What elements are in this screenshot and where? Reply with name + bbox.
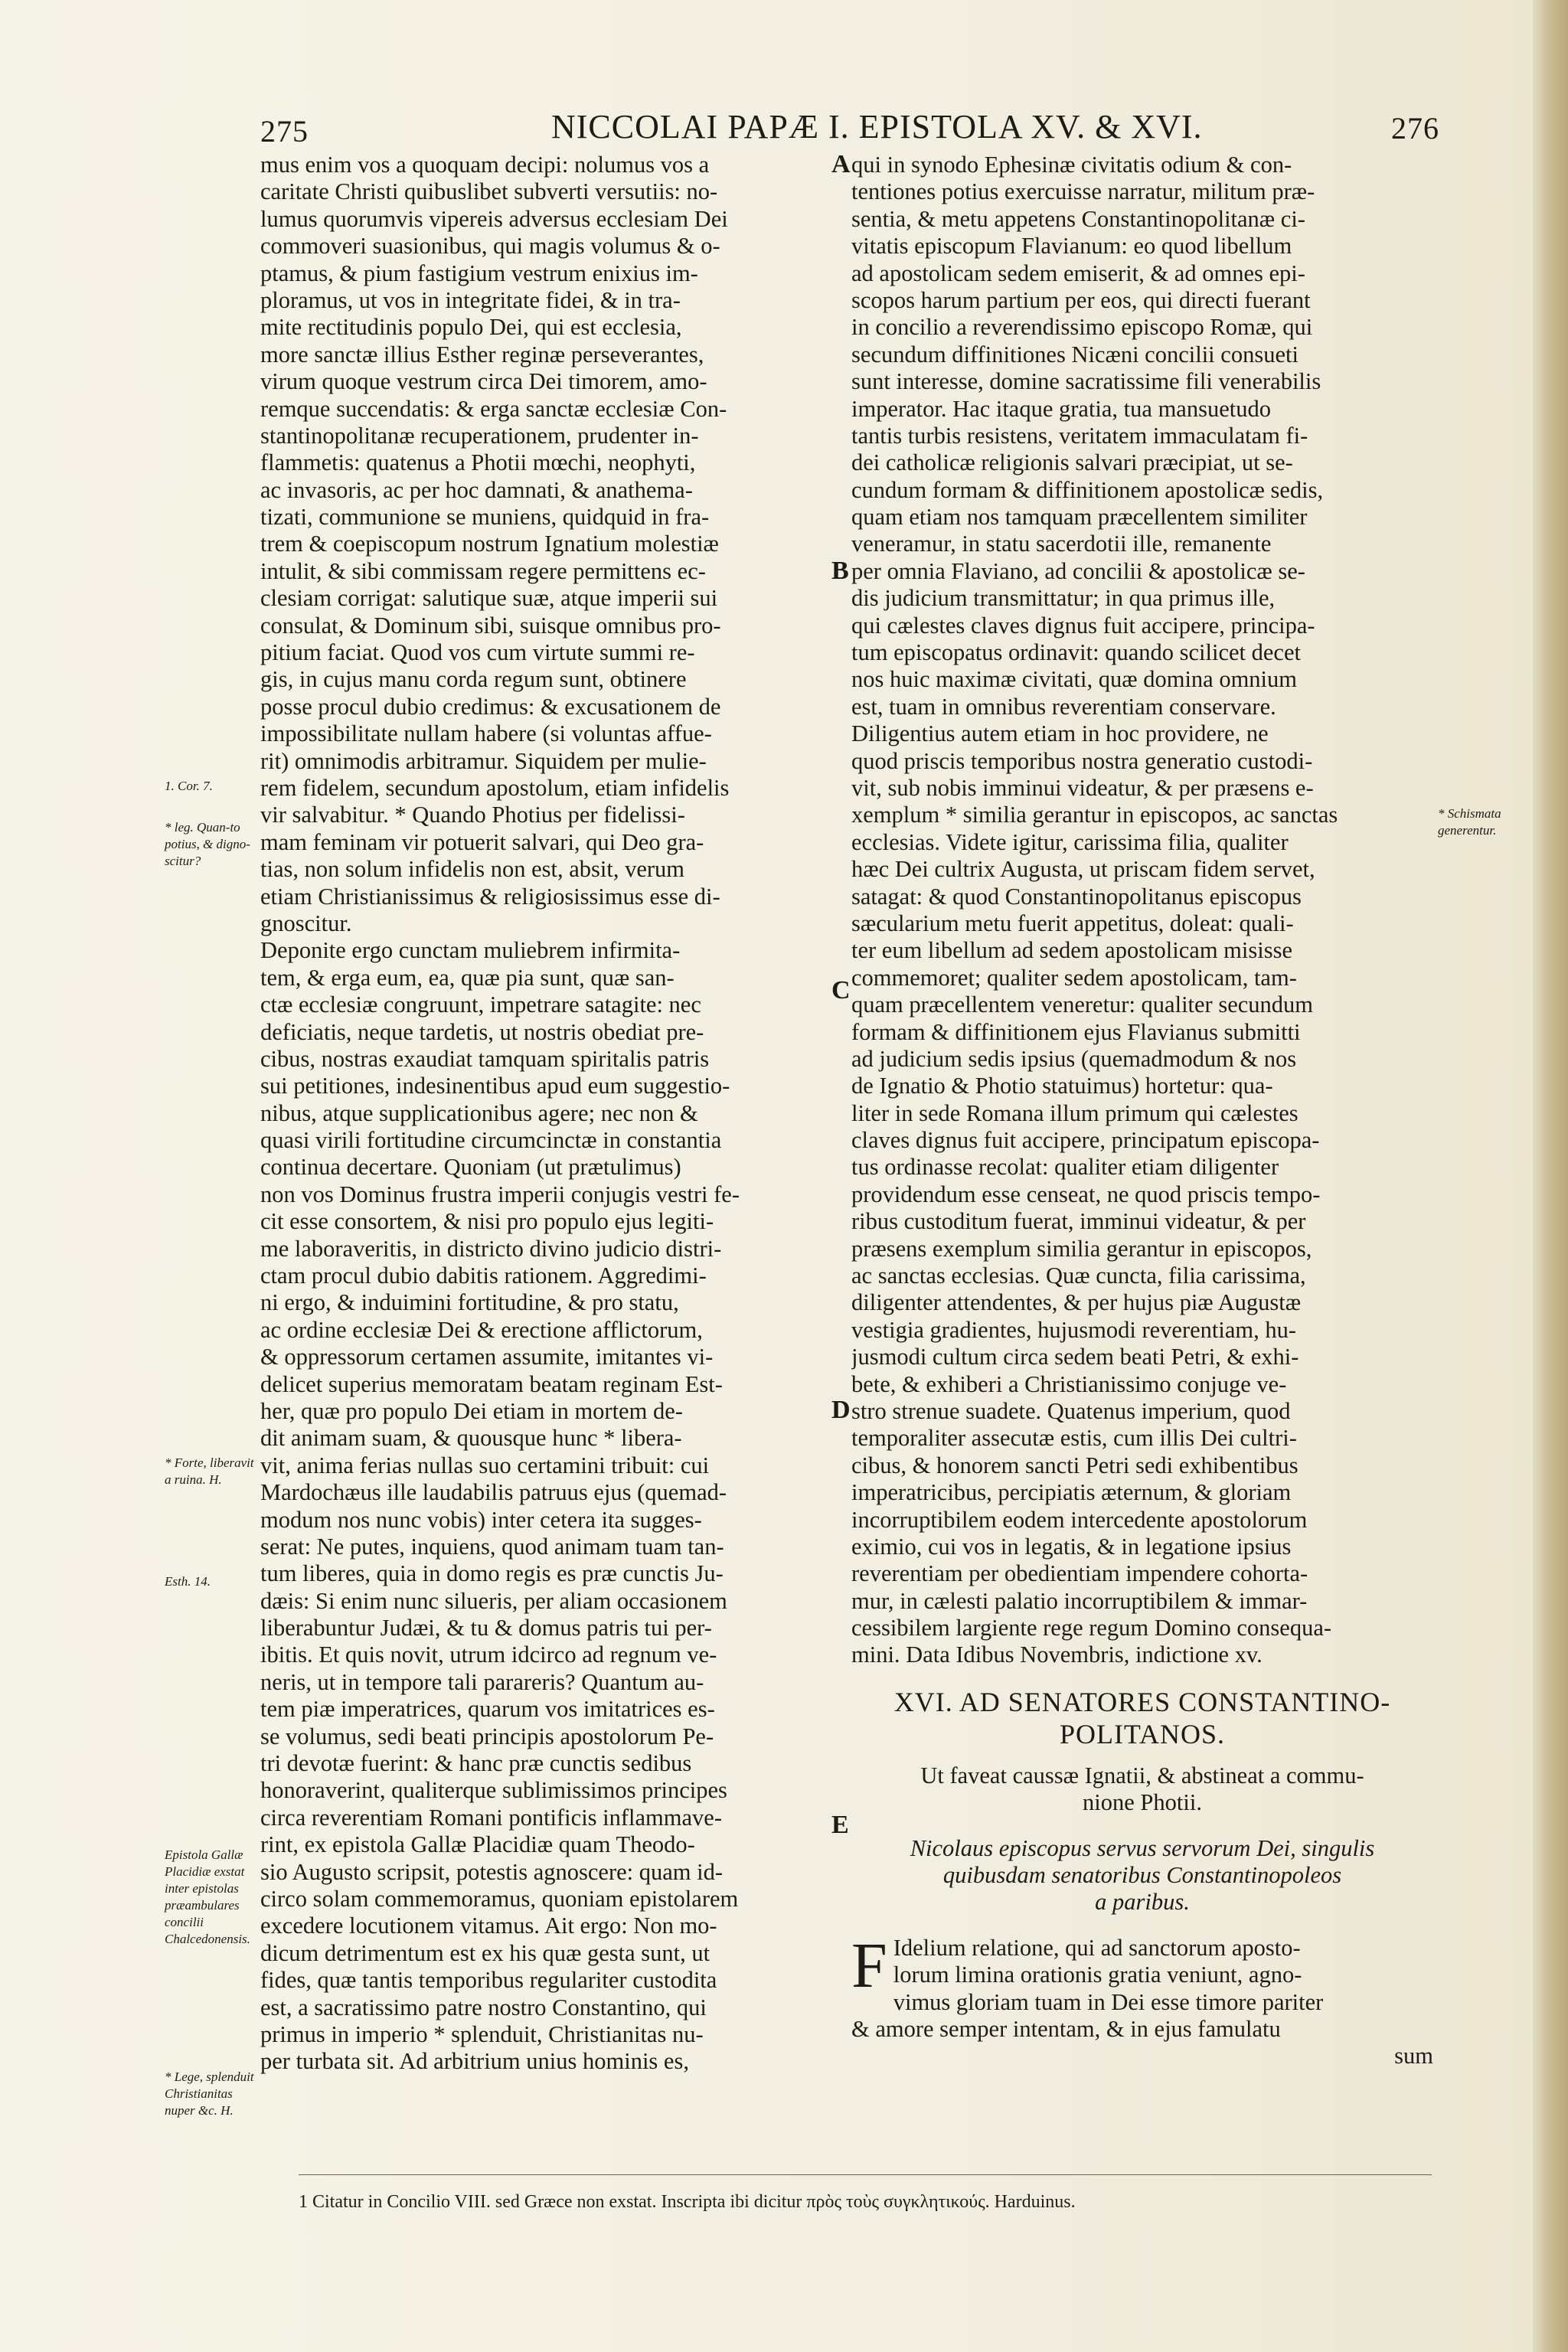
right-column-line: sunt interesse, domine sacratissime fili venerabilis (851, 368, 1321, 395)
left-column-line: primus in imperio * splenduit, Christianitas nu- (260, 2020, 704, 2047)
closing-paragraph-line: & amore semper intentam, & in ejus famulatu (851, 2016, 1281, 2042)
left-column-line: & oppressorum certamen assumite, imitantes vi- (260, 1344, 714, 1370)
section-heading: XVI. AD SENATORES CONSTANTINO- (893, 1686, 1391, 1717)
page-number-right: 276 (1391, 111, 1439, 145)
left-column-line: virum quoque vestrum circa Dei timorem, amo- (260, 368, 707, 395)
right-column-line: scopos harum partium per eos, qui directi fuerant (851, 286, 1311, 313)
left-column-line: non vos Dominus frustra imperii conjugis vestri fe- (260, 1181, 740, 1207)
right-column-line: xemplum * similia gerantur in episcopos, ac sanctas (851, 802, 1338, 828)
right-column-line: secundum diffinitiones Nicæni concilii consueti (851, 341, 1298, 368)
left-column-line: dicum detrimentum est ex his quæ gesta sunt, ut (260, 1939, 710, 1966)
right-column-line: stro strenue suadete. Quatenus imperium, quod (851, 1397, 1291, 1424)
closing-paragraph (851, 1929, 1433, 2070)
section-summary-line: nione Photii. (1083, 1789, 1202, 1816)
margin-note-cor: 1. Cor. 7. (165, 779, 213, 793)
right-column-line: cibus, & honorem sancti Petri sedi exhibentibus (851, 1452, 1298, 1478)
column-marker-c: C (831, 976, 851, 1004)
left-column-line: ptamus, & pium fastigium vestrum enixius im- (260, 260, 698, 286)
right-column-line: imperator. Hac itaque gratia, tua mansuetudo (851, 395, 1271, 422)
salutation-line: Nicolaus episcopus servus servorum Dei, singulis (910, 1834, 1375, 1861)
left-column-line: dæis: Si enim nunc silueris, per aliam occasionem (260, 1587, 727, 1614)
left-column-line: vit, anima ferias nullas suo certamini tribuit: cui (260, 1452, 710, 1478)
right-column-line: hæc Dei cultrix Augusta, ut priscam fidem servet, (851, 856, 1315, 883)
right-column-line: præsens exemplum similia gerantur in episcopos, (851, 1235, 1312, 1262)
right-column-line: in concilio a reverendissimo episcopo Romæ, qui (851, 314, 1313, 341)
column-marker-d: D (831, 1396, 851, 1424)
right-column-line: tantis turbis resistens, veritatem immaculatam fi- (851, 422, 1308, 449)
left-column-line: ctæ ecclesiæ congruunt, impetrare satagite: nec (260, 991, 701, 1018)
left-column-line: vir salvabitur. * Quando Photius per fidelissi- (260, 802, 685, 828)
margin-note-lege: * Lege, splenduit Christianitas nuper &c. H. (165, 2069, 254, 2118)
right-column-line: nos huic maximæ civitati, quæ domina omnium (851, 666, 1298, 693)
margin-note-forte: * Forte, liberavit a ruina. H. (165, 1455, 254, 1487)
left-column-line: honoraverint, qualiterque sublimissimos principes (260, 1777, 727, 1804)
right-column-line: bete, & exhiberi a Christianissimo conjuge ve- (851, 1370, 1287, 1397)
left-column-line: tem piæ imperatrices, quarum vos imitatrices es- (260, 1696, 715, 1723)
left-column-line: excedere locutionem vitamus. Ait ergo: Non mo- (260, 1913, 717, 1939)
left-column-line: rint, ex epistola Gallæ Placidiæ quam Theodo- (260, 1831, 695, 1858)
right-column-line: sentia, & metu appetens Constantinopolitanæ ci- (851, 205, 1305, 232)
closing-paragraph-line: sum (1394, 2043, 1433, 2069)
right-column-line: tentiones potius exercuisse narratur, militum præ- (851, 178, 1315, 205)
left-column-line: mite rectitudinis populo Dei, qui est ecclesia, (260, 314, 682, 341)
right-column-line: ter eum libellum ad sedem apostolicam misisse (851, 937, 1292, 964)
right-column-line: qui in synodo Ephesinæ civitatis odium & con- (851, 152, 1292, 178)
right-column-line: reverentiam per obedientiam impendere cohorta- (851, 1560, 1308, 1587)
left-column-line: fides, quæ tantis temporibus regulariter custodita (260, 1967, 717, 1994)
page-header (260, 107, 1439, 153)
left-column-line: liberabuntur Judæi, & tu & domus patris tui per- (260, 1615, 712, 1642)
margin-note-esth: Esth. 14. (165, 1574, 211, 1589)
right-column-line: commemoret; qualiter sedem apostolicam, tam- (851, 964, 1297, 991)
column-marker-e: E (831, 1811, 849, 1839)
right-column-line: per omnia Flaviano, ad concilii & apostolicæ se- (851, 557, 1305, 584)
left-column-line: Deponite ergo cunctam muliebrem infirmita- (260, 937, 681, 964)
left-column-line: pitium faciat. Quod vos cum virtute summi re- (260, 639, 695, 666)
left-column-line: rem fidelem, secundum apostolum, etiam infidelis (260, 774, 730, 801)
left-column-line: posse procul dubio credimus: & excusationem de (260, 693, 721, 720)
right-column-line: Diligentius autem etiam in hoc providere, ne (851, 720, 1269, 747)
right-column-line: ad judicium sedis ipsius (quemadmodum & nos (851, 1045, 1297, 1072)
right-column-line: vitatis episcopum Flavianum: eo quod libellum (851, 233, 1292, 260)
left-column-line: cibus, nostras exaudiat tamquam spiritalis patris (260, 1045, 710, 1072)
left-column-line: nibus, atque supplicationibus agere; nec non & (260, 1099, 698, 1126)
left-column-line: modum nos nunc vobis) inter cetera ita sugges- (260, 1506, 702, 1533)
left-column-line: rit) omnimodis arbitramur. Siquidem per mulie- (260, 747, 707, 774)
left-column-line: est, a sacratissimo patre nostro Constantino, qui (260, 1994, 707, 2020)
right-column-line: providendum esse censeat, ne quod priscis tempo- (851, 1181, 1321, 1207)
margin-note-placidia: Epistola Gallæ Placidiæ exstat inter epistolas præambulares concilii Chalcedonensis. (165, 1847, 250, 1946)
margin-note-schismata: * Schismata generentur. (1438, 806, 1501, 838)
right-column-line: liter in sede Romana illum primum qui cælestes (851, 1099, 1298, 1126)
right-column-line: cundum formam & diffinitionem apostolicæ sedis, (851, 476, 1324, 503)
left-column-line: gis, in cujus manu corda regum sunt, obtinere (260, 666, 687, 693)
right-column-line: cessibilem largiente rege regum Domino consequa- (851, 1615, 1332, 1642)
right-column-line: mur, in cælesti palatio incorruptibilem & immar- (851, 1587, 1308, 1614)
right-column-line: formam & diffinitionem ejus Flavianus submitti (851, 1018, 1301, 1045)
drop-cap: F (851, 1929, 887, 2001)
right-column-line: incorruptibilem eodem intercedente apostolorum (851, 1506, 1308, 1533)
left-column-line: remque succendatis: & erga sanctæ ecclesiæ Con- (260, 395, 727, 422)
left-column-line: serat: Ne putes, inquiens, quod animam tuam tan- (260, 1533, 724, 1560)
left-column-line: delicet superius memoratam beatam reginam Est- (260, 1370, 723, 1397)
left-column-line: sui petitiones, indesinentibus apud eum suggestio- (260, 1073, 730, 1099)
right-column-line: qui cælestes claves dignus fuit accipere, principa- (851, 612, 1315, 639)
left-column-line: clesiam corrigat: salutique suæ, atque imperii sui (260, 585, 718, 612)
left-column-line: ibitis. Et quis novit, utrum idcirco ad regnum ve- (260, 1642, 717, 1668)
left-column-line: commoveri suasionibus, qui magis volumus & o- (260, 233, 720, 260)
left-column-line: consulat, & Dominum sibi, suisque omnibus pro- (260, 612, 721, 639)
right-column-line: ecclesias. Videte igitur, carissima filia, qualiter (851, 828, 1289, 855)
left-column-line: impossibilitate nullam habere (si voluntas affue- (260, 720, 712, 747)
margin-note-quanto: * leg. Quan-to potius, & digno-scitur? (165, 820, 250, 868)
right-column-line: quod priscis temporibus nostra generatio custodi- (851, 747, 1313, 774)
left-column-line: her, quæ pro populo Dei etiam in mortem de- (260, 1397, 683, 1424)
left-column-line: tizati, communione se muniens, quidquid in fra- (260, 504, 710, 531)
right-column-line: est, tuam in omnibus reverentiam conservare. (851, 693, 1276, 720)
right-column-line: claves dignus fuit accipere, principatum episcopa- (851, 1127, 1320, 1154)
section-spacer (851, 1750, 1433, 1762)
left-column-line: ctam procul dubio dabitis rationem. Aggredimi- (260, 1263, 707, 1289)
right-column-line: vestigia gradientes, hujusmodi reverentiam, hu- (851, 1316, 1297, 1343)
section-summary-line: Ut faveat caussæ Ignatii, & abstineat a commu- (920, 1762, 1364, 1788)
left-column-line: per turbata sit. Ad arbitrium unius hominis es, (260, 2048, 689, 2075)
left-column-line: cit esse consortem, & nisi pro populo ejus legiti- (260, 1208, 714, 1235)
closing-paragraph-line: vimus gloriam tuam in Dei esse timore pariter (893, 1988, 1324, 2015)
right-column-line: dis judicium transmittatur; in qua primus ille, (851, 585, 1276, 612)
salutation-line: quibusdam senatoribus Constantinopoleos (942, 1862, 1342, 1889)
left-column-line: deficiatis, neque tardetis, ut nostris obediat pre- (260, 1018, 704, 1045)
left-column-line: sio Augusto scripsit, potestis agnoscere: quam id- (260, 1858, 723, 1885)
salutation-line: a paribus. (1095, 1889, 1190, 1916)
left-column-line: tum liberes, quia in domo regis es præ cunctis Ju- (260, 1560, 724, 1587)
left-column-line: mus enim vos a quoquam decipi: nolumus vos a (260, 152, 710, 178)
left-column-line: flammetis: quatenus a Photii mœchi, neophyti, (260, 449, 696, 476)
right-column-line: sæcularium metu fuerit appetitus, doleat: quali- (851, 910, 1294, 936)
column-marker-b: B (831, 557, 849, 585)
right-column-line: ad apostolicam sedem emiserit, & ad omnes epi- (851, 260, 1305, 286)
right-column-line: veneramur, in statu sacerdotii ille, remanente (851, 531, 1272, 557)
right-column-line: mini. Data Idibus Novembris, indictione xv. (851, 1642, 1263, 1668)
left-column-line: tias, non solum infidelis non est, absit, verum (260, 856, 685, 883)
left-text-column (260, 152, 842, 2076)
right-column-line: tum episcopatus ordinavit: quando scilicet decet (851, 639, 1301, 666)
right-column-line: jusmodi cultum circa sedem beati Petri, & exhi- (851, 1344, 1299, 1370)
running-title: NICCOLAI PAPÆ I. EPISTOLA XV. & XVI. (551, 108, 1203, 145)
left-column-line: caritate Christi quibuslibet subverti versutiis: no- (260, 178, 718, 205)
left-column-line: mam feminam vir potuerit salvari, qui Deo gra- (260, 828, 704, 855)
left-column-line: neris, ut in tempore tali parareris? Quantum au- (260, 1668, 704, 1695)
left-column-line: Mardochæus ille laudabilis patruus ejus (quemad- (260, 1479, 727, 1506)
right-column-line: temporaliter assecutæ estis, cum illis Dei cultri- (851, 1425, 1297, 1452)
left-column-line: me laboraveritis, in districto divino judicio distri- (260, 1235, 722, 1262)
left-column-line: circa reverentiam Romani pontificis inflammave- (260, 1804, 722, 1831)
closing-paragraph-line: Idelium relatione, qui ad sanctorum aposto- (893, 1934, 1301, 1961)
right-column-line: imperatricibus, percipiatis æternum, & gloriam (851, 1479, 1292, 1506)
right-column-line: ribus custoditum fuerat, imminui videatur, & per (851, 1208, 1306, 1235)
left-column-line: lumus quorumvis vipereis adversus ecclesiam Dei (260, 205, 728, 232)
right-column-line: tus ordinasse recolat: qualiter etiam diligenter (851, 1154, 1279, 1181)
closing-paragraph-line: lorum limina orationis gratia veniunt, agno- (893, 1962, 1302, 1988)
left-column-line: gnoscitur. (260, 910, 352, 936)
left-column-line: trem & coepiscopum nostrum Ignatium molestiæ (260, 531, 719, 557)
section-heading: POLITANOS. (1059, 1718, 1226, 1749)
section-spacer (851, 1817, 1433, 1835)
left-column-line: stantinopolitanæ recuperationem, prudenter in- (260, 422, 699, 449)
left-column-line: etiam Christianissimus & religiosissimus esse di- (260, 883, 720, 910)
left-column-line: se volumus, sedi beati principis apostolorum Pe- (260, 1723, 714, 1749)
left-column-line: circo solam commemoramus, quoniam epistolarem (260, 1886, 739, 1912)
right-column-line: vit, sub nobis imminui videatur, & per præsens e- (851, 774, 1314, 801)
left-column-line: continua decertare. Quoniam (ut prætulimus) (260, 1154, 681, 1181)
section-spacer (851, 1669, 1433, 1686)
right-column-line: quam etiam nos tamquam præcellentem similiter (851, 504, 1308, 531)
left-column-line: more sanctæ illius Esther reginæ perseverantes, (260, 341, 704, 368)
right-column-line: ac sanctas ecclesias. Quæ cuncta, filia carissima, (851, 1263, 1306, 1289)
left-column-line: tem, & erga eum, ea, quæ pia sunt, quæ san- (260, 964, 675, 991)
left-column-line: tri devotæ fuerint: & hanc præ cunctis sedibus (260, 1750, 692, 1777)
left-column-line: intulit, & sibi commissam regere permittens ec- (260, 557, 706, 584)
right-column-line: satagat: & quod Constantinopolitanus episcopus (851, 883, 1302, 910)
right-column-line: dei catholicæ religionis salvari præcipiat, ut se- (851, 449, 1293, 476)
column-marker-a: A (831, 150, 851, 178)
right-column-line: eximio, cui vos in legatis, & in legatione ipsius (851, 1533, 1292, 1560)
section-spacer (851, 1916, 1433, 1935)
right-column-line: de Ignatio & Photio statuimus) hortetur: qua- (851, 1073, 1273, 1099)
left-column-line: ploramus, ut vos in integritate fidei, & in tra- (260, 286, 681, 313)
page-binding-edge (1533, 0, 1568, 2352)
left-column-line: quasi virili fortitudine circumcinctæ in constantia (260, 1127, 722, 1154)
page-number-left: 275 (260, 114, 309, 149)
left-column-line: dit animam suam, & quousque hunc * libera- (260, 1425, 682, 1452)
left-column-line: ac invasoris, ac per hoc damnati, & anathema- (260, 476, 693, 503)
right-text-column (851, 152, 1433, 2070)
left-column-line: ni ergo, & induimini fortitudine, & pro statu, (260, 1289, 679, 1316)
left-column-line: ac ordine ecclesiæ Dei & erectione afflictorum, (260, 1316, 703, 1343)
right-column-line: diligenter attendentes, & per hujus piæ Augustæ (851, 1289, 1302, 1316)
footnote: 1 Citatur in Concilio VIII. sed Græce non exstat. Inscripta ibi dicitur πρὸς τοὺς συγκλητικούς. Harduinus. (299, 2174, 1432, 2213)
right-column-line: quam præcellentem veneretur: qualiter secundum (851, 991, 1314, 1018)
